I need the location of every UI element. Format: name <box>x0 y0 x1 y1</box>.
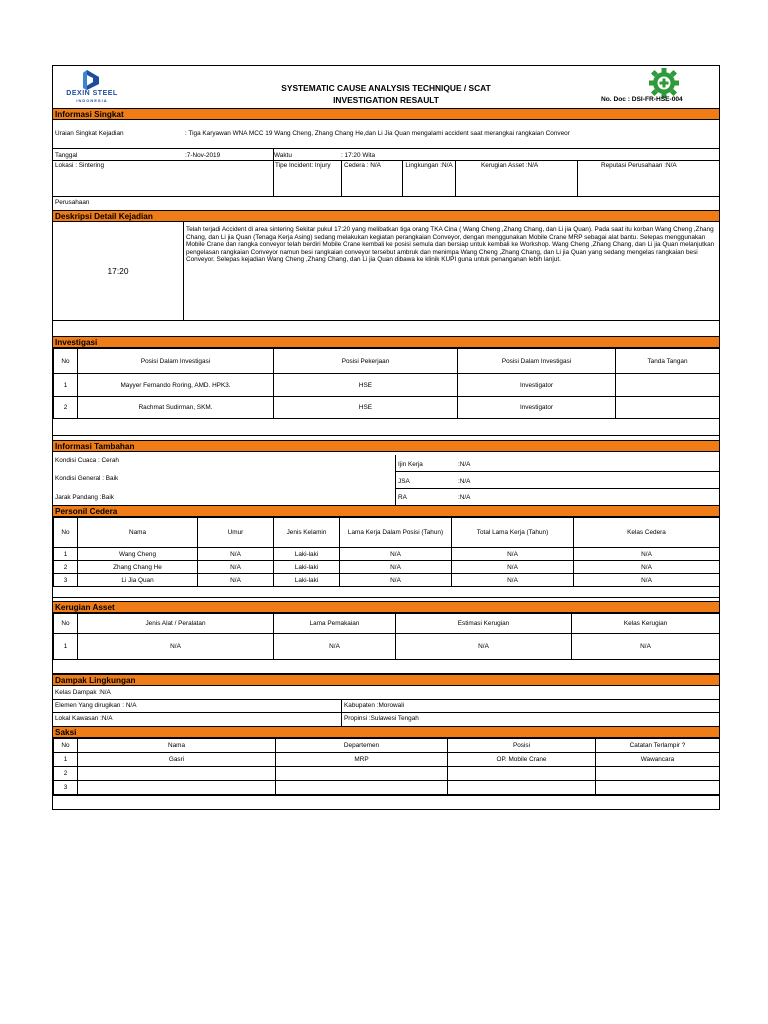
col-estimasi-kerugian: Estimasi Kerugian <box>396 614 572 634</box>
kelas-dampak: Kelas Dampak :N/A <box>55 689 111 696</box>
table-row <box>54 574 720 587</box>
cell-total-lama-kerja: N/A <box>452 548 574 561</box>
section-title: Personil Cedera <box>55 507 118 516</box>
cell-umur: N/A <box>198 548 274 561</box>
waktu-label: Waktu <box>274 152 292 159</box>
divider <box>341 700 342 726</box>
perusahaan: Perusahaan <box>55 199 90 206</box>
elemen-dirugikan: Elemen Yang dirugikan : N/A <box>55 702 137 709</box>
cell-departemen: MRP <box>276 753 448 767</box>
cell-jenis-kelamin: Laki-laki <box>274 548 340 561</box>
col-no: No <box>54 614 78 634</box>
cell-posisi: Investigator <box>458 374 616 397</box>
kerugian-table <box>53 613 720 660</box>
divider <box>341 160 342 196</box>
col-lama-pemakaian: Lama Pemakaian <box>274 614 396 634</box>
cell-catatan <box>596 781 720 795</box>
col-no: No <box>54 739 78 753</box>
cell-kelas-cedera: N/A <box>574 561 720 574</box>
cell-no: 1 <box>54 634 78 660</box>
cell-total-lama-kerja: N/A <box>452 561 574 574</box>
cell-departemen <box>276 781 448 795</box>
table-header-row <box>54 518 720 548</box>
safety-gear-icon <box>645 67 683 99</box>
cell-no: 3 <box>54 781 78 795</box>
table-row <box>54 634 720 660</box>
company-logo <box>57 68 127 104</box>
cell-nama <box>78 781 276 795</box>
deskripsi-text: Telah terjadi Accident di area sintering Sekitar pukul 17:20 yang melibatkan tiga orang TKA Cina ( Wang Cheng ,Zhang Chang, dan Li jia Quan). Pada saat itu korban Wang Cheng ,Zhang Chang, dan Li jia Quan (Tenaga Kerja Asing) sedang melakukan kegiatan perangkaian Conveyor, dengan menggunakan Mobile Crane MRP sebagai alat bantu. Selepas menggunakan Mobile Crane dan rangka conveyor telah berdiri Mobile Crane kembali ke posisi semula dan bersiap untuk kembali ke Workshop. Wang Cheng ,Zhang Chang, dan Li jia Quan melanjutkan pengelasan rangkaian Conveyor namun besi rangkaian conveyor tersebut ambruk dan menimpa Wang Cheng ,Zhang Chang, dan Li jia Quan yang sedang mengelas rangkaian besi Conveyor. Selepas kejadian Wang Cheng ,Zhang Chang, dan Li jia Quan dibawa ke klinik KUPI guna untuk penanganan lebih lanjut. <box>186 226 715 263</box>
section-title: Investigasi <box>55 338 98 347</box>
cell-total-lama-kerja: N/A <box>452 574 574 587</box>
col-nama: Nama <box>78 739 276 753</box>
cell-no: 2 <box>54 561 78 574</box>
kerugian-asset-info: Kerugian Asset :N/A <box>481 162 539 169</box>
cell-no: 2 <box>54 767 78 781</box>
cell-jenis-alat: N/A <box>78 634 274 660</box>
divider <box>53 160 719 161</box>
col-tanda-tangan: Tanda Tangan <box>616 349 720 374</box>
section-investigasi <box>53 336 719 348</box>
table-header-row <box>54 614 720 634</box>
cell-nama: Rachmat Sudirman, SKM. <box>78 397 274 419</box>
logo-subtext: INDONESIA <box>76 98 108 103</box>
cell-pekerjaan: HSE <box>274 397 458 419</box>
divider <box>395 488 719 489</box>
jsa-label: JSA <box>398 478 410 485</box>
table-row <box>54 561 720 574</box>
kabupaten: Kabupaten :Morowali <box>344 702 405 709</box>
table-row <box>54 753 720 767</box>
document-number: No. Doc : DSI-FR-HSE-004 <box>601 96 683 103</box>
col-nama: Nama <box>78 518 198 548</box>
col-umur: Umur <box>198 518 274 548</box>
col-departemen: Departemen <box>276 739 448 753</box>
cell-nama: Li Jia Quan <box>78 574 198 587</box>
table-header-row <box>54 739 720 753</box>
section-personil-cedera <box>53 505 719 517</box>
cell-departemen <box>276 767 448 781</box>
divider <box>53 699 719 700</box>
cell-tanda-tangan[interactable] <box>616 374 720 397</box>
divider <box>53 435 719 436</box>
personil-table <box>53 517 720 587</box>
uraian-label: Uraian Singkat Kejadian <box>55 130 124 137</box>
uraian-value: : Tiga Karyawan WNA MCC 19 Wang Cheng, Zhang Chang He,dan Li Jia Quan mengalami accident saat merangkai rangkaian Conveor <box>185 130 570 137</box>
cell-nama: Wang Cheng <box>78 548 198 561</box>
section-title: Kerugian Asset <box>55 603 115 612</box>
section-dampak-lingkungan <box>53 674 719 686</box>
section-informasi-singkat <box>53 108 719 120</box>
col-posisi-pekerjaan: Posisi Pekerjaan <box>274 349 458 374</box>
jarak-pandang: Jarak Pandang :Baik <box>55 494 114 501</box>
propinsi: Propinsi :Sulawesi Tengah <box>344 715 419 722</box>
col-posisi-investigasi: Posisi Dalam Investigasi <box>78 349 274 374</box>
section-title: Dampak Lingkungan <box>55 676 136 685</box>
cell-kelas-cedera: N/A <box>574 548 720 561</box>
kondisi-cuaca: Kondisi Cuaca : Cerah <box>55 457 119 464</box>
cell-nama: Gasri <box>78 753 276 767</box>
logo-text: DEXIN STEEL <box>66 90 118 97</box>
ijin-kerja-value: :N/A <box>458 461 471 468</box>
cell-umur: N/A <box>198 561 274 574</box>
cell-nama <box>78 767 276 781</box>
cell-no: 1 <box>54 374 78 397</box>
divider <box>455 160 456 196</box>
cell-no: 2 <box>54 397 78 419</box>
lokal-kawasan: Lokal Kawasan :N/A <box>55 715 113 722</box>
report-sheet <box>52 65 720 810</box>
cell-posisi: Investigator <box>458 397 616 419</box>
col-no: No <box>54 518 78 548</box>
col-lama-kerja: Lama Kerja Dalam Posisi (Tahun) <box>340 518 452 548</box>
divider <box>395 455 396 505</box>
jsa-value: :N/A <box>458 478 471 485</box>
table-row <box>54 781 720 795</box>
divider <box>402 160 403 196</box>
cell-no: 3 <box>54 574 78 587</box>
section-deskripsi <box>53 210 719 222</box>
tanggal-value: :7-Nov-2019 <box>185 152 221 159</box>
divider <box>183 222 184 320</box>
divider <box>53 712 719 713</box>
divider <box>53 320 719 321</box>
col-kelas-kerugian: Kelas Kerugian <box>572 614 720 634</box>
cell-estimasi-kerugian: N/A <box>396 634 572 660</box>
col-total-lama-kerja: Total Lama Kerja (Tahun) <box>452 518 574 548</box>
ra-value: :N/A <box>458 494 471 501</box>
cell-jenis-kelamin: Laki-laki <box>274 561 340 574</box>
cell-posisi <box>448 767 596 781</box>
cell-lama-kerja: N/A <box>340 548 452 561</box>
section-title: Saksi <box>55 728 77 737</box>
section-title: Informasi Tambahan <box>55 442 135 451</box>
cell-catatan: Wawancara <box>596 753 720 767</box>
cell-no: 1 <box>54 548 78 561</box>
divider <box>53 196 719 197</box>
cell-lama-kerja: N/A <box>340 561 452 574</box>
cedera: Cedera : N/A <box>344 162 381 169</box>
divider <box>577 160 578 196</box>
cell-umur: N/A <box>198 574 274 587</box>
table-row <box>54 397 720 419</box>
cell-kelas-kerugian: N/A <box>572 634 720 660</box>
cell-nama: Mayyer Fernando Roring, AMD. HPK3. <box>78 374 274 397</box>
tipe-incident: Tipe Incident: Injury <box>275 162 331 169</box>
report-title: SYSTEMATIC CAUSE ANALYSIS TECHNIQUE / SCAT <box>281 83 491 93</box>
waktu-value: : 17:20 Wita <box>341 152 376 159</box>
table-row <box>54 767 720 781</box>
ijin-kerja-label: Ijin Kerja <box>398 461 423 468</box>
saksi-table <box>53 738 720 795</box>
report-subtitle: INVESTIGATION RESAULT <box>333 95 439 105</box>
divider <box>53 148 719 149</box>
cell-pekerjaan: HSE <box>274 374 458 397</box>
col-posisi-investigasi-2: Posisi Dalam Investigasi <box>458 349 616 374</box>
kondisi-general: Kondisi General : Baik <box>55 475 119 482</box>
col-catatan: Catatan Terlampir ? <box>596 739 720 753</box>
section-saksi <box>53 726 719 738</box>
section-title: Deskripsi Detail Kejadian <box>55 212 153 221</box>
table-row <box>54 548 720 561</box>
divider <box>53 597 719 598</box>
divider <box>395 471 719 472</box>
cell-posisi <box>448 781 596 795</box>
cell-tanda-tangan[interactable] <box>616 397 720 419</box>
section-kerugian-asset <box>53 601 719 613</box>
k3-logo <box>645 67 683 99</box>
cell-kelas-cedera: N/A <box>574 574 720 587</box>
divider <box>53 795 719 796</box>
col-kelas-cedera: Kelas Cedera <box>574 518 720 548</box>
col-jenis-alat: Jenis Alat / Peralatan <box>78 614 274 634</box>
cell-jenis-kelamin: Laki-laki <box>274 574 340 587</box>
section-title: Informasi Singkat <box>55 110 124 119</box>
col-jenis-kelamin: Jenis Kelamin <box>274 518 340 548</box>
tanggal-label: Tanggal <box>55 152 78 159</box>
cell-posisi: OP. Mobile Crane <box>448 753 596 767</box>
table-row <box>54 374 720 397</box>
reputasi: Reputasi Perusahaan :N/A <box>601 162 677 169</box>
section-informasi-tambahan <box>53 440 719 452</box>
deskripsi-time: 17:20 <box>107 266 129 276</box>
lokasi: Lokasi : Sintering <box>55 162 105 169</box>
divider <box>273 149 274 196</box>
lingkungan: Lingkungan :N/A <box>405 162 453 169</box>
col-posisi: Posisi <box>448 739 596 753</box>
investigasi-table <box>53 348 720 419</box>
cell-nama: Zhang Chang He <box>78 561 198 574</box>
cell-catatan <box>596 767 720 781</box>
cell-lama-pemakaian: N/A <box>274 634 396 660</box>
cell-lama-kerja: N/A <box>340 574 452 587</box>
ra-label: RA <box>398 494 407 501</box>
cell-no: 1 <box>54 753 78 767</box>
col-no: No <box>54 349 78 374</box>
table-header-row <box>54 349 720 374</box>
